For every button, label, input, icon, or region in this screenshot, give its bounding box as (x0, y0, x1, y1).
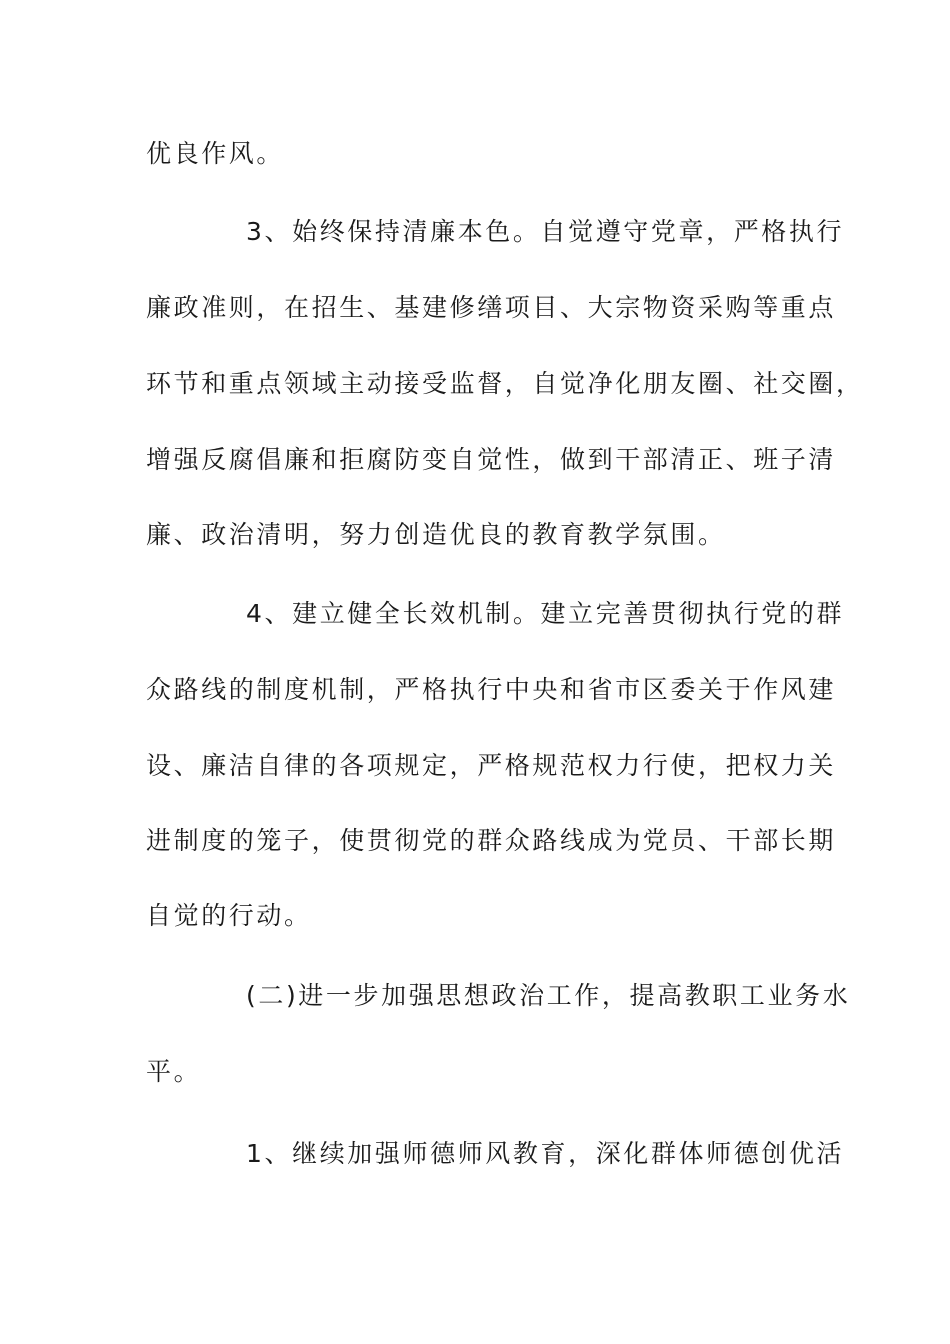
paragraph-3-start: 3、始终保持清廉本色。自觉遵守党章，严格执行 (246, 217, 845, 246)
text-line: 平。 (146, 1057, 202, 1086)
text-line: 环节和重点领域主动接受监督，自觉净化朋友圈、社交圈， (146, 369, 864, 398)
paragraph-4-start: 4、建立健全长效机制。建立完善贯彻执行党的群 (246, 599, 845, 628)
text-line: 廉、政治清明，努力创造优良的教育教学氛围。 (146, 520, 726, 549)
text-line: 众路线的制度机制，严格执行中央和省市区委关于作风建 (146, 675, 837, 704)
text-line: 廉政准则，在招生、基建修缮项目、大宗物资采购等重点 (146, 293, 837, 322)
text-line: 设、廉洁自律的各项规定，严格规范权力行使，把权力关 (146, 751, 837, 780)
section-heading: (二)进一步加强思想政治工作，提高教职工业务水 (246, 981, 851, 1010)
text-line: 增强反腐倡廉和拒腐防变自觉性，做到干部清正、班子清 (146, 445, 837, 474)
text-line: 优良作风。 (146, 139, 285, 168)
text-line: 进制度的笼子，使贯彻党的群众路线成为党员、干部长期 (146, 826, 837, 855)
text-line: 自觉的行动。 (146, 901, 312, 930)
paragraph-1-start: 1、继续加强师德师风教育，深化群体师德创优活 (246, 1139, 845, 1168)
